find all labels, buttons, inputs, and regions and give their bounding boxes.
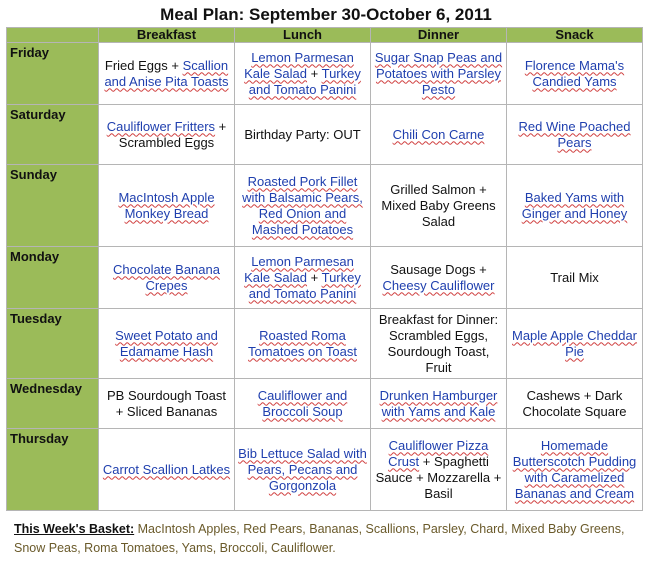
meal-text: Trail Mix bbox=[550, 269, 599, 285]
meal-cell-dinner bbox=[371, 43, 507, 105]
day-label: Sunday bbox=[7, 165, 99, 247]
meal-text: Breakfast for Dinner: Scrambled Eggs, Sourdough Toast, Fruit bbox=[378, 311, 499, 375]
table-row bbox=[7, 105, 643, 165]
meal-text: Grilled Salmon + Mixed Baby Greens Salad bbox=[381, 181, 496, 229]
recipe-link[interactable]: Drunken Hamburger with Yams and Kale bbox=[379, 387, 498, 419]
recipe-link[interactable]: Baked Yams with Ginger and Honey bbox=[521, 189, 628, 221]
day-label: Monday bbox=[7, 247, 99, 309]
day-label: Thursday bbox=[7, 429, 99, 511]
recipe-link[interactable]: Maple Apple Cheddar Pie bbox=[511, 327, 638, 359]
meal-text: + bbox=[307, 65, 322, 81]
recipe-link[interactable]: Sweet Potato and Edamame Hash bbox=[115, 327, 218, 359]
column-header-dinner: Dinner bbox=[371, 28, 507, 43]
meal-cell-snack bbox=[507, 309, 643, 379]
recipe-link[interactable]: Turkey and Tomato Panini bbox=[248, 65, 361, 97]
meal-text: Fried Eggs + bbox=[104, 57, 183, 73]
day-label: Friday bbox=[7, 43, 99, 105]
recipe-link[interactable]: Cauliflower Fritters bbox=[106, 118, 216, 134]
column-header-snack: Snack bbox=[507, 28, 643, 43]
meal-cell-snack bbox=[507, 165, 643, 247]
recipe-link[interactable]: Sugar Snap Peas and Potatoes with Parsley Pesto bbox=[374, 49, 503, 97]
meal-cell-dinner bbox=[371, 247, 507, 309]
recipe-link[interactable]: Carrot Scallion Latkes bbox=[102, 461, 231, 477]
meal-cell-lunch bbox=[235, 105, 371, 165]
recipe-link[interactable]: Roasted Pork Fillet with Balsamic Pears, Red Onion and Mashed Potatoes bbox=[242, 173, 363, 237]
table-row bbox=[7, 247, 643, 309]
recipe-link[interactable]: Cheesy Cauliflower bbox=[382, 277, 495, 293]
meal-cell-dinner bbox=[371, 379, 507, 429]
meal-cell-breakfast bbox=[99, 247, 235, 309]
meal-cell-breakfast bbox=[99, 429, 235, 511]
meal-cell-breakfast bbox=[99, 105, 235, 165]
meal-cell-breakfast bbox=[99, 43, 235, 105]
table-row bbox=[7, 379, 643, 429]
recipe-link[interactable]: Florence Mama's Candied Yams bbox=[524, 57, 625, 89]
recipe-link[interactable]: Bib Lettuce Salad with Pears, Pecans and Gorgonzola bbox=[238, 445, 367, 493]
meal-cell-dinner bbox=[371, 429, 507, 511]
weekly-basket bbox=[14, 520, 639, 558]
meal-cell-dinner bbox=[371, 309, 507, 379]
meal-cell-snack bbox=[507, 429, 643, 511]
recipe-link[interactable]: Red Wine Poached Pears bbox=[518, 118, 631, 150]
meal-text: Cashews + Dark Chocolate Square bbox=[522, 387, 627, 419]
meal-cell-lunch bbox=[235, 379, 371, 429]
meal-text: + bbox=[307, 269, 322, 285]
recipe-link[interactable]: Lemon Parmesan Kale Salad bbox=[244, 253, 354, 285]
column-header-lunch: Lunch bbox=[235, 28, 371, 43]
meal-cell-snack bbox=[507, 105, 643, 165]
meal-cell-snack bbox=[507, 247, 643, 309]
recipe-link[interactable]: MacIntosh Apple Monkey Bread bbox=[118, 189, 215, 221]
recipe-link[interactable]: Homemade Butterscotch Pudding with Caramelized Bananas and Cream bbox=[512, 437, 637, 501]
day-label: Tuesday bbox=[7, 309, 99, 379]
meal-text: Birthday Party: OUT bbox=[244, 126, 361, 142]
recipe-link[interactable]: Chili Con Carne bbox=[392, 126, 485, 142]
recipe-link[interactable]: Roasted Roma Tomatoes on Toast bbox=[248, 327, 357, 359]
meal-text: PB Sourdough Toast + Sliced Bananas bbox=[106, 387, 226, 419]
meal-cell-lunch bbox=[235, 429, 371, 511]
recipe-link[interactable]: Scallion and Anise Pita Toasts bbox=[104, 57, 229, 89]
meal-cell-snack bbox=[507, 379, 643, 429]
table-row bbox=[7, 309, 643, 379]
page-title: Meal Plan: September 30-October 6, 2011 bbox=[160, 5, 492, 24]
meal-cell-lunch bbox=[235, 43, 371, 105]
meal-cell-snack bbox=[507, 43, 643, 105]
header-corner bbox=[7, 28, 99, 43]
table-row bbox=[7, 165, 643, 247]
basket-items: MacIntosh Apples, Red Pears, Bananas, Scallions, Parsley, Chard, Mixed Baby Greens, Snow Peas, Roma Tomatoes, Yams, Broccoli, Cauliflower. bbox=[14, 522, 625, 555]
table-row bbox=[7, 429, 643, 511]
meal-cell-breakfast bbox=[99, 379, 235, 429]
day-label: Wednesday bbox=[7, 379, 99, 429]
meal-cell-lunch bbox=[235, 247, 371, 309]
meal-cell-lunch bbox=[235, 309, 371, 379]
recipe-link[interactable]: Chocolate Banana Crepes bbox=[113, 261, 220, 293]
basket-label: This Week's Basket: bbox=[14, 522, 135, 536]
meal-plan-table bbox=[6, 27, 643, 511]
header-row bbox=[7, 28, 643, 43]
column-header-breakfast: Breakfast bbox=[99, 28, 235, 43]
recipe-link[interactable]: Lemon Parmesan Kale Salad bbox=[244, 49, 354, 81]
day-label: Saturday bbox=[7, 105, 99, 165]
meal-text: Sausage Dogs + bbox=[390, 261, 487, 277]
meal-cell-dinner bbox=[371, 105, 507, 165]
meal-cell-breakfast bbox=[99, 165, 235, 247]
recipe-link[interactable]: Cauliflower and Broccoli Soup bbox=[257, 387, 348, 419]
meal-cell-dinner bbox=[371, 165, 507, 247]
meal-text: + Scrambled Eggs bbox=[118, 118, 227, 150]
table-row bbox=[7, 43, 643, 105]
meal-cell-lunch bbox=[235, 165, 371, 247]
recipe-link[interactable]: Cauliflower Pizza Crust bbox=[388, 437, 489, 469]
meal-cell-breakfast bbox=[99, 309, 235, 379]
meal-text: + Spaghetti Sauce + Mozzarella + Basil bbox=[375, 453, 502, 501]
recipe-link[interactable]: Turkey and Tomato Panini bbox=[248, 269, 361, 301]
meal-plan-body bbox=[7, 43, 643, 511]
